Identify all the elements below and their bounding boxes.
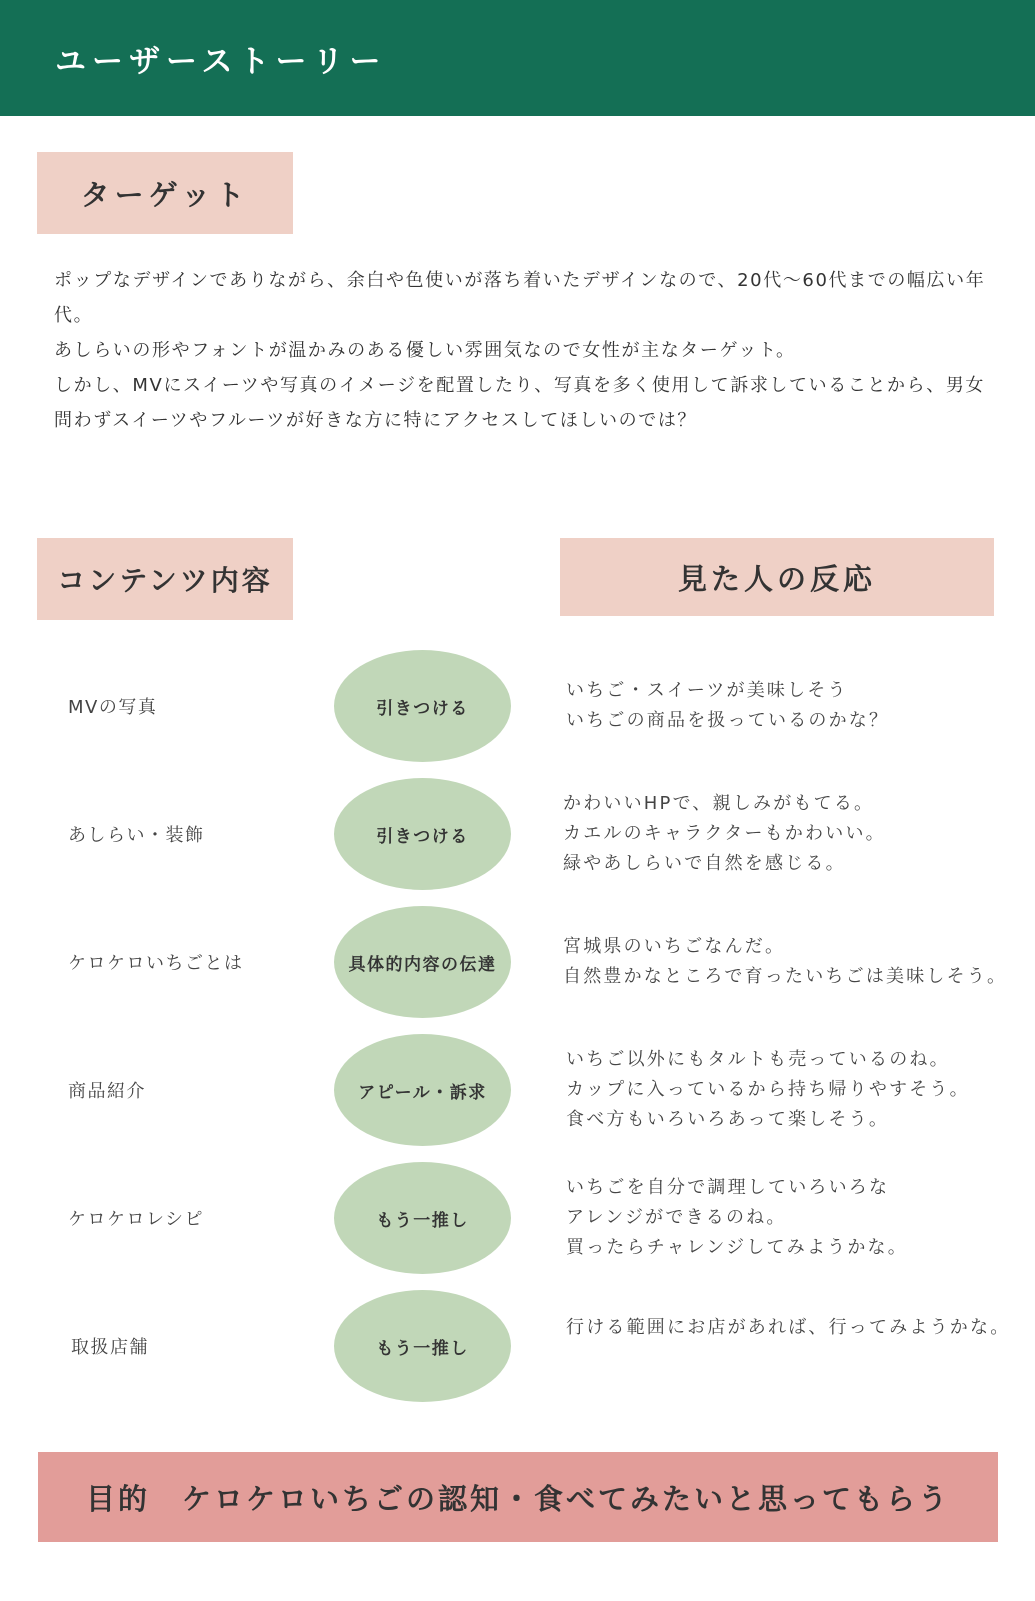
story-row [0,1290,1035,1402]
target-paragraph: しかし、MVにスイーツや写真のイメージを配置したり、写真を多く使用して訴求していることから、男女問わずスイーツやフルーツが好きな方に特にアクセスしてほしいのでは？ [54,375,986,431]
effect-oval: アピール・訴求 [334,1034,511,1146]
reaction-line: アレンジができるのね。 [566,1207,787,1228]
reaction-line: いちごを自分で調理していろいろな [566,1177,890,1198]
content-item: 商品紹介 [68,1081,146,1102]
effect-oval: もう一推し [334,1162,511,1274]
effect-oval: 引きつける [334,650,511,762]
story-row [0,1162,1035,1274]
reaction-text [563,906,1008,1018]
story-row [0,906,1035,1018]
content-item: ケロケロレシピ [68,1209,205,1230]
reaction-line: かわいいHPで、親しみがもてる。 [563,793,875,814]
reaction-line: いちご・スイーツが美味しそう [566,680,848,701]
reaction-line: 行ける範囲にお店があれば、行ってみようかな。 [566,1317,1011,1338]
reaction-line: 食べ方もいろいろあって楽しそう。 [566,1109,890,1130]
effect-oval: 引きつける [334,778,511,890]
reaction-line: 買ったらチャレンジしてみようかな。 [566,1237,908,1258]
story-row [0,650,1035,762]
reaction-text [566,650,1006,762]
story-row [0,1034,1035,1146]
target-description [54,263,994,438]
header-bar [0,0,1035,116]
target-paragraph: あしらいの形やフォントが温かみのある優しい雰囲気なので女性が主なターゲット。 [54,340,796,361]
reaction-line: 自然豊かなところで育ったいちごは美味しそう。 [563,966,1008,987]
effect-oval: もう一推し [334,1290,511,1402]
page-title: ユーザーストーリー [55,44,387,80]
effect-oval: 具体的内容の伝達 [334,906,511,1018]
reaction-line: 緑やあしらいで自然を感じる。 [563,853,846,874]
goal-banner: 目的 ケロケロいちごの認知・食べてみたいと思ってもらう [38,1452,998,1542]
reaction-text [563,778,1003,890]
target-paragraph: ポップなデザインでありながら、余白や色使いが落ち着いたデザインなので、20代〜60代までの幅広い年代。 [54,270,986,326]
reaction-text [566,1034,1006,1146]
target-heading: ターゲット [37,152,293,234]
reaction-text [566,1162,1006,1274]
content-item: ケロケロいちごとは [68,953,244,974]
contents-heading: コンテンツ内容 [37,538,293,620]
reactions-heading: 見た人の反応 [560,538,994,616]
content-item: MVの写真 [68,697,158,718]
content-item: 取扱店舗 [71,1337,149,1358]
reaction-line: カエルのキャラクターもかわいい。 [563,823,886,844]
reaction-line: いちごの商品を扱っているのかな？ [566,710,890,731]
reaction-line: 宮城県のいちごなんだ。 [563,936,786,957]
reaction-line: いちご以外にもタルトも売っているのね。 [566,1049,950,1070]
content-item: あしらい・装飾 [68,825,205,846]
story-row [0,778,1035,890]
reaction-text [566,1272,1011,1384]
reaction-line: カップに入っているから持ち帰りやすそう。 [566,1079,970,1100]
